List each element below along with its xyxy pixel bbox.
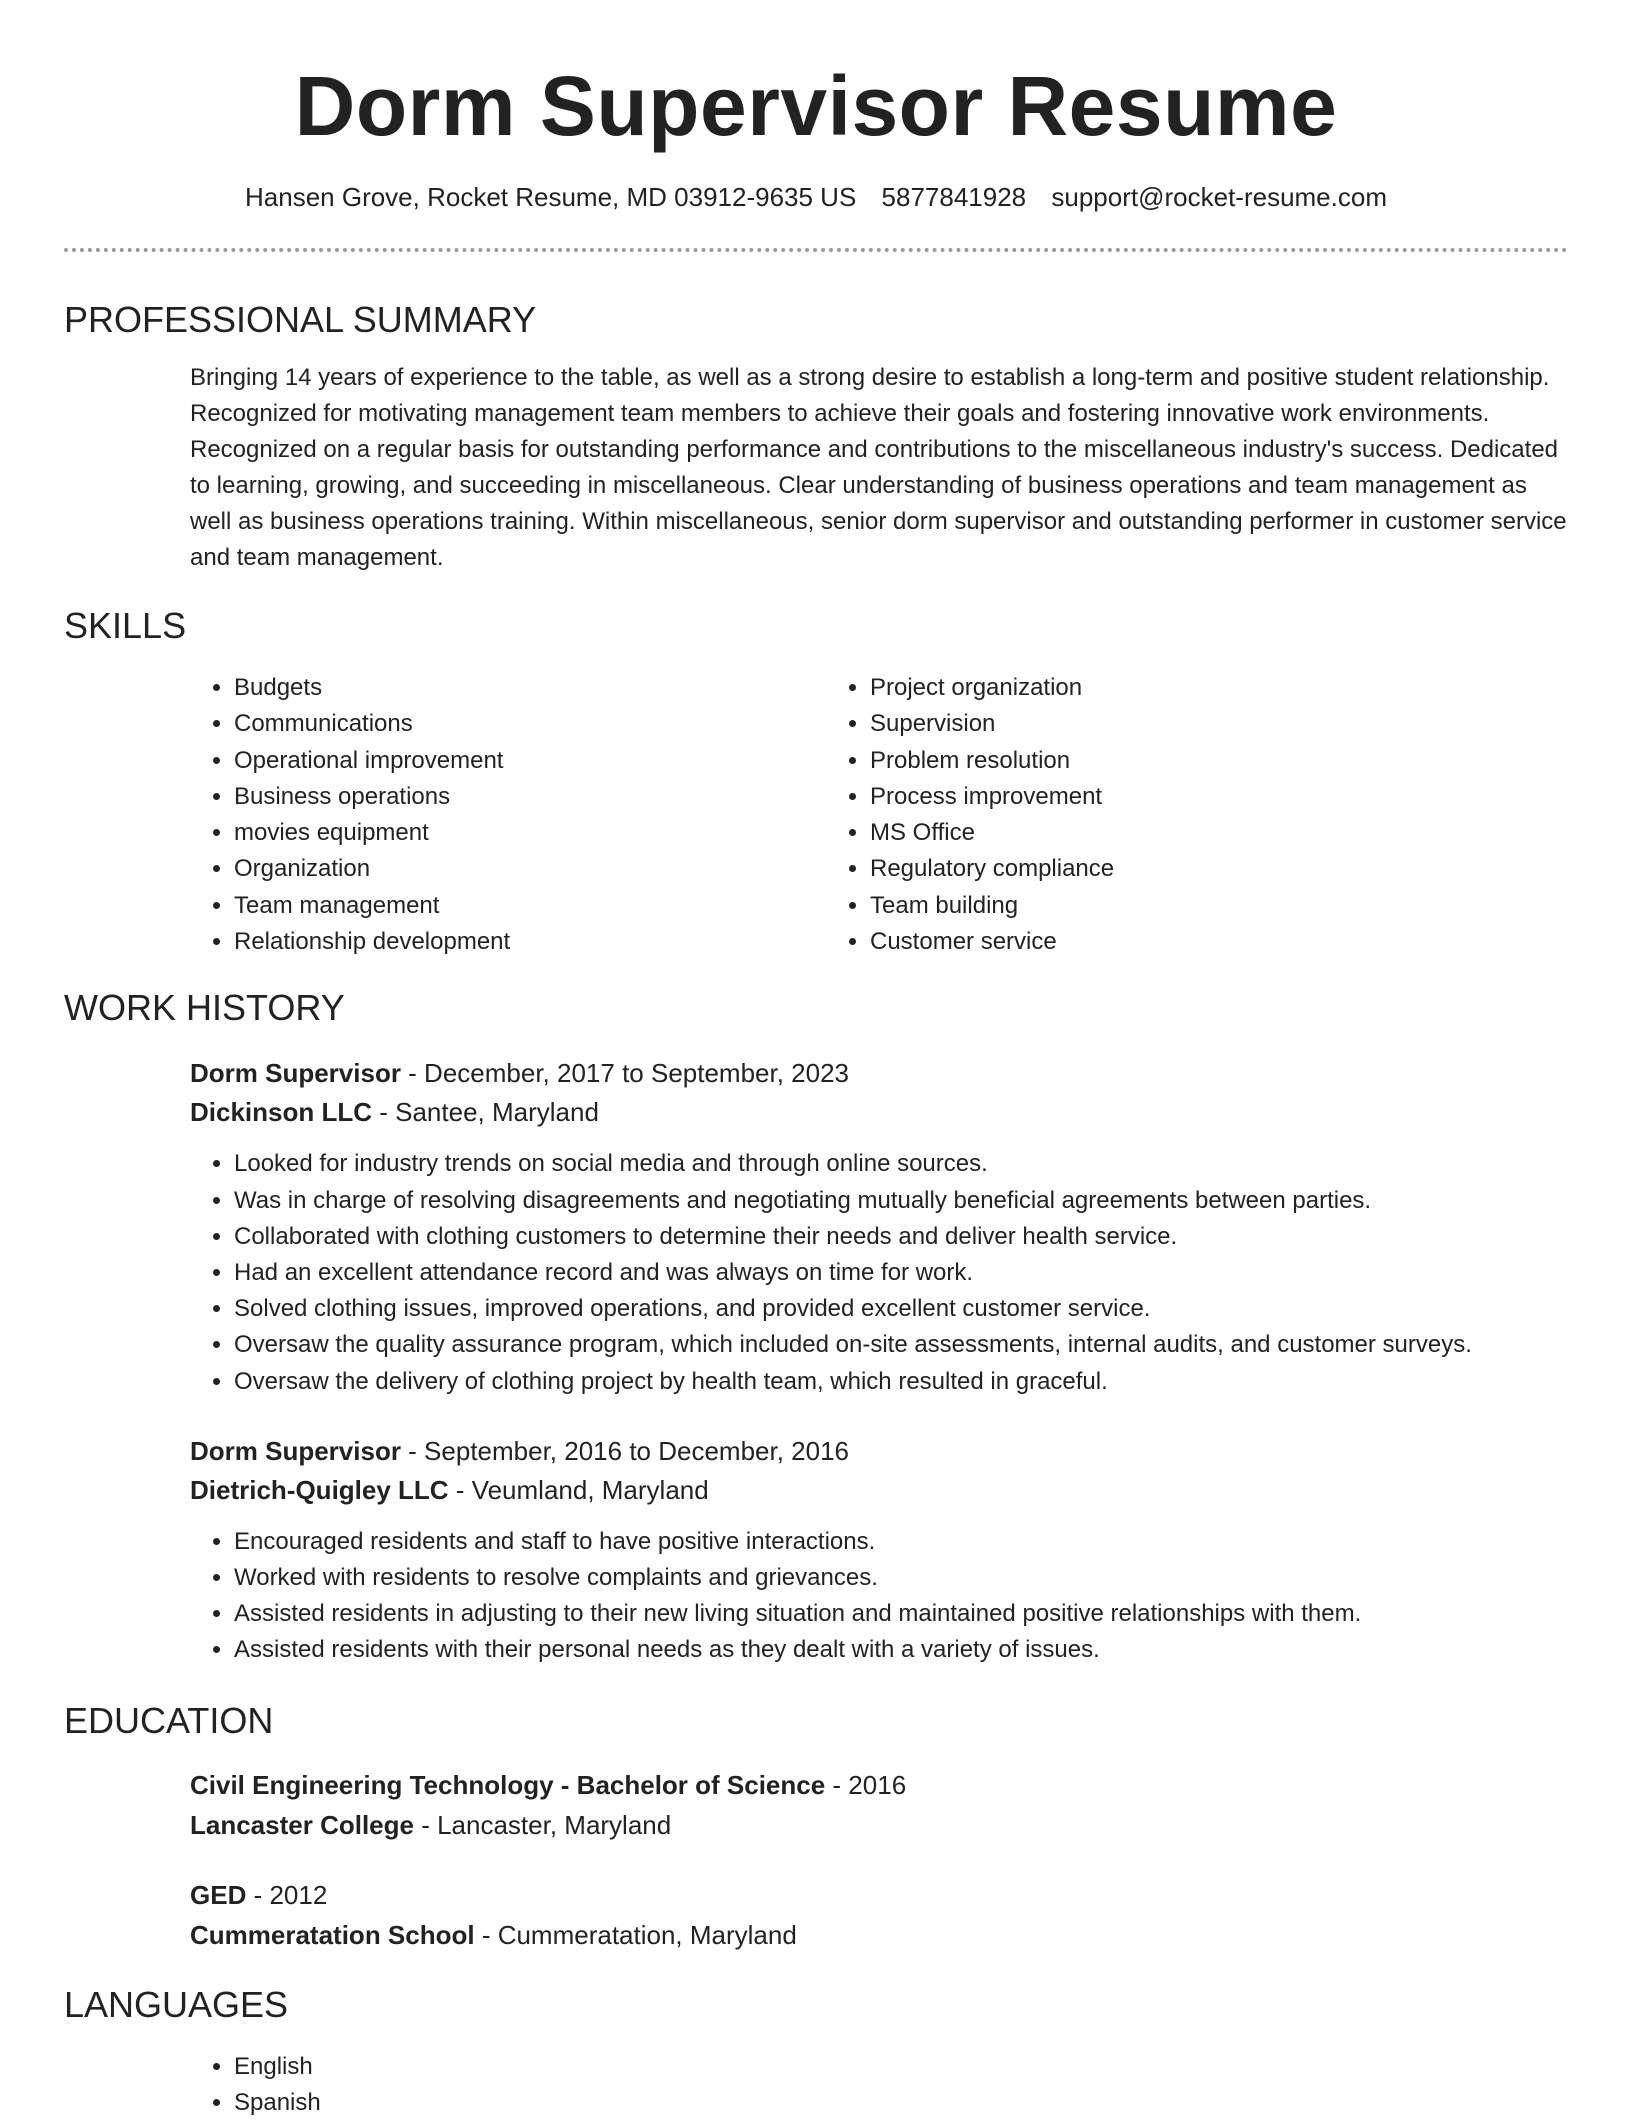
job-title-line (190, 1054, 1568, 1093)
job-title-line (190, 1432, 1568, 1471)
job-bullet: • Looked for industry trends on social media and through online sources. (234, 1146, 1568, 1182)
section-title-work-history: WORK HISTORY (64, 987, 345, 1029)
skill-item: • Communications (234, 706, 826, 742)
skill-item: • MS Office (870, 815, 1426, 851)
skill-item: • Customer service (870, 924, 1426, 960)
job-dates: - September, 2016 to December, 2016 (400, 1435, 850, 1466)
job-bullet: • Assisted residents with their personal needs as they dealt with a variety of issues. (234, 1632, 1568, 1668)
skills-column-left (190, 670, 826, 960)
skill-item: • Supervision (870, 706, 1426, 742)
education-degree-line (190, 1765, 1568, 1805)
resume-title: Dorm Supervisor Resume (294, 59, 1338, 153)
education-location: - Lancaster, Maryland (413, 1809, 672, 1840)
section-title-languages: LANGUAGES (64, 1983, 289, 2025)
education-year: - 2012 (246, 1879, 328, 1910)
contact-email: support@rocket-resume.com (1051, 182, 1387, 212)
education-school: Lancaster College (190, 1809, 414, 1840)
education-degree: GED (190, 1879, 247, 1910)
skill-item: • Team management (234, 888, 826, 924)
job-entry (190, 1432, 1568, 1669)
job-title: Dorm Supervisor (190, 1435, 401, 1466)
skill-item: • Regulatory compliance (870, 851, 1426, 887)
skill-item: • Relationship development (234, 924, 826, 960)
job-company-line (190, 1093, 1568, 1132)
job-company: Dickinson LLC (190, 1097, 373, 1128)
job-bullets (190, 1146, 1568, 1399)
education-location: - Cummeratation, Maryland (474, 1919, 797, 1950)
skill-item: • Budgets (234, 670, 826, 706)
contact-phone: 5877841928 (881, 182, 1027, 212)
section-title-education: EDUCATION (64, 1699, 274, 1741)
education-degree-line (190, 1875, 1568, 1915)
education-school: Cummeratation School (190, 1919, 475, 1950)
job-bullet: • Encouraged residents and staff to have positive interactions. (234, 1524, 1568, 1560)
skill-item: • Organization (234, 851, 826, 887)
job-bullet: • Worked with residents to resolve complaints and grievances. (234, 1560, 1568, 1596)
languages-list (190, 2049, 1568, 2121)
job-title: Dorm Supervisor (190, 1058, 401, 1089)
contact-address: Hansen Grove, Rocket Resume, MD 03912-9635 US (245, 182, 857, 212)
job-bullet: • Was in charge of resolving disagreements and negotiating mutually beneficial agreements between parties. (234, 1183, 1568, 1219)
education-school-line (190, 1805, 1568, 1845)
job-entry (190, 1054, 1568, 1399)
skill-item: • Project organization (870, 670, 1426, 706)
job-location: - Veumland, Maryland (448, 1474, 709, 1505)
skill-item: • Team building (870, 888, 1426, 924)
section-title-summary: PROFESSIONAL SUMMARY (64, 299, 537, 340)
skill-item: • Process improvement (870, 779, 1426, 815)
job-dates: - December, 2017 to September, 2023 (400, 1058, 850, 1089)
education-year: - 2016 (825, 1769, 907, 1800)
summary-text: Bringing 14 years of experience to the table, as well as a strong desire to establish a long-term and positive student relationship. Recognized for motivating management team members to achieve their goals and fostering innovative work environments. Recognized on a regular basis for outstanding performance and contributions to the miscellaneous industry's success. Dedicated to learning, growing, and succeeding in miscellaneous. Clear understanding of business operations and team management as well as business operations training. Within miscellaneous, senior dorm supervisor and outstanding performer in customer service and team management. (190, 364, 1567, 571)
contact-info (64, 180, 1568, 214)
education-degree: Civil Engineering Technology - Bachelor of Science (190, 1769, 826, 1800)
job-company: Dietrich-Quigley LLC (190, 1474, 449, 1505)
language-item: • English (234, 2049, 1568, 2085)
section-title-skills: SKILLS (64, 605, 187, 646)
skills-list (190, 670, 1568, 960)
job-bullet: • Oversaw the quality assurance program, which included on-site assessments, internal audits, and customer surveys. (234, 1327, 1568, 1363)
education-entry (190, 1875, 1568, 1955)
education-school-line (190, 1915, 1568, 1955)
header-divider (64, 248, 1568, 252)
job-bullet: • Assisted residents in adjusting to their new living situation and maintained positive relationships with them. (234, 1596, 1568, 1632)
skill-item: • Business operations (234, 779, 826, 815)
job-bullets (190, 1524, 1568, 1669)
language-item: • Spanish (234, 2085, 1568, 2121)
education-entry (190, 1765, 1568, 1845)
job-bullet: • Oversaw the delivery of clothing project by health team, which resulted in graceful. (234, 1364, 1568, 1400)
job-company-line (190, 1471, 1568, 1510)
skills-column-right (826, 670, 1426, 960)
job-location: - Santee, Maryland (372, 1097, 599, 1128)
skill-item: • movies equipment (234, 815, 826, 851)
job-bullet: • Had an excellent attendance record and was always on time for work. (234, 1255, 1568, 1291)
job-bullet: • Collaborated with clothing customers to determine their needs and deliver health service. (234, 1219, 1568, 1255)
skill-item: • Problem resolution (870, 743, 1426, 779)
job-bullet: • Solved clothing issues, improved operations, and provided excellent customer service. (234, 1291, 1568, 1327)
skill-item: • Operational improvement (234, 743, 826, 779)
